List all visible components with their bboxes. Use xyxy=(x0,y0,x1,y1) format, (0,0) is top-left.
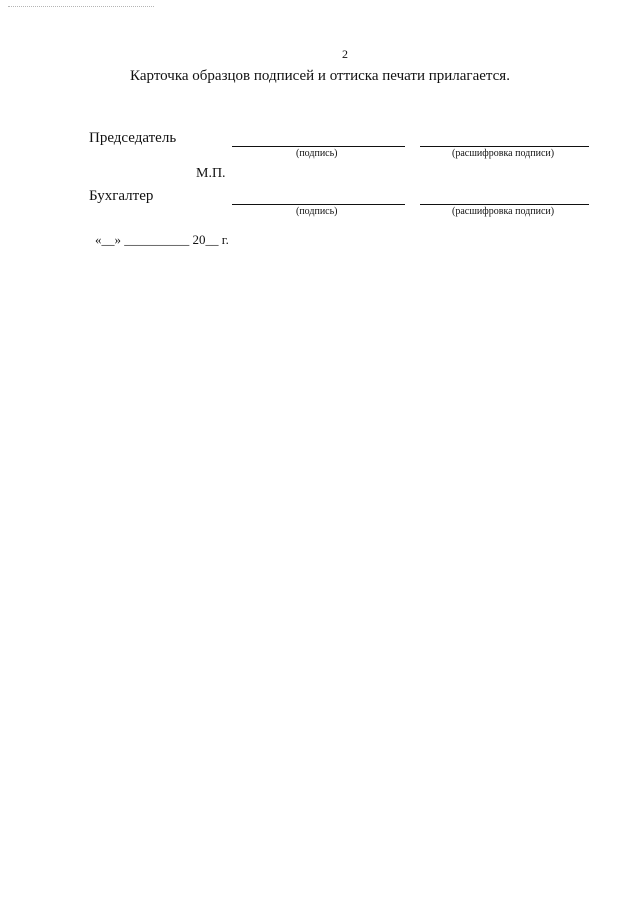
document-heading: Карточка образцов подписей и оттиска печати прилагается. xyxy=(130,68,510,84)
accountant-decoding-line xyxy=(420,204,589,205)
chairman-signature-line xyxy=(232,146,405,147)
chairman-decoding-line xyxy=(420,146,589,147)
chairman-signature-caption: (подпись) xyxy=(296,148,338,159)
accountant-signature-line xyxy=(232,204,405,205)
seal-place-label: М.П. xyxy=(196,166,226,181)
scan-edge-mark xyxy=(8,6,154,7)
accountant-label: Бухгалтер xyxy=(89,188,154,204)
page-number: 2 xyxy=(342,47,348,61)
date-line: «__» __________ 20__ г. xyxy=(95,232,229,247)
chairman-label: Председатель xyxy=(89,130,177,146)
chairman-decoding-caption: (расшифровка подписи) xyxy=(452,148,555,159)
accountant-signature-caption: (подпись) xyxy=(296,206,338,217)
accountant-decoding-caption: (расшифровка подписи) xyxy=(452,206,555,217)
